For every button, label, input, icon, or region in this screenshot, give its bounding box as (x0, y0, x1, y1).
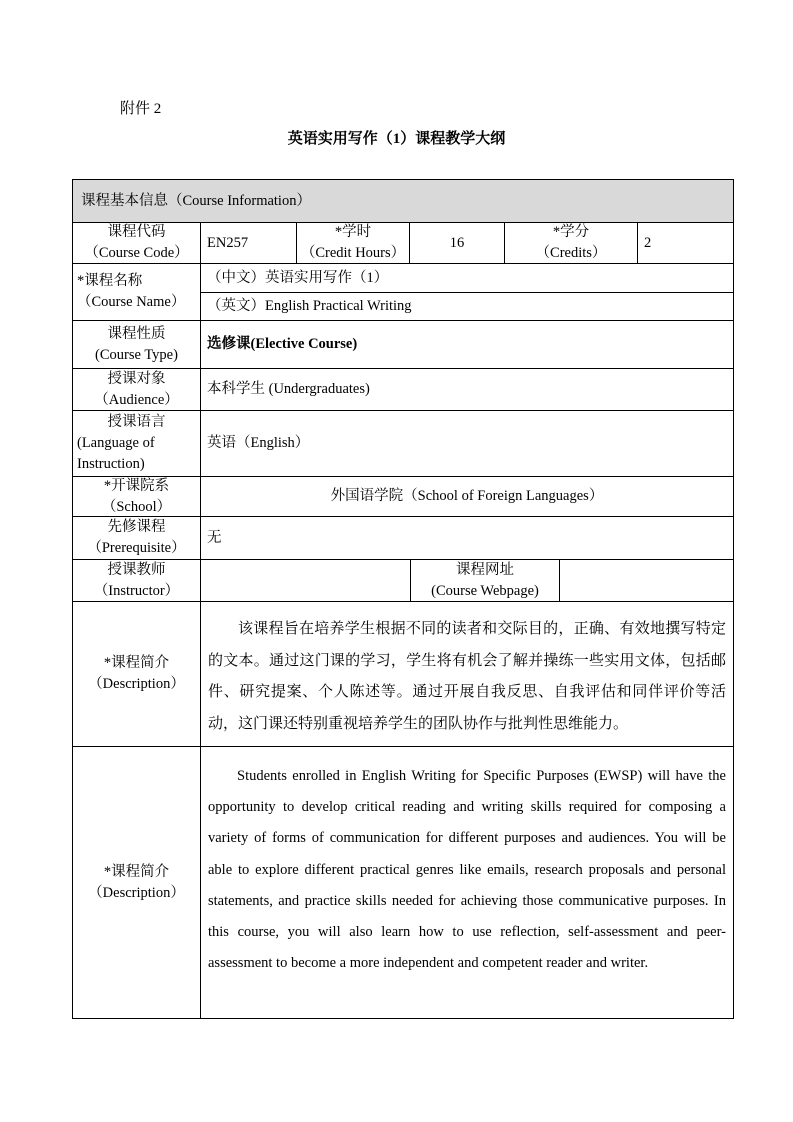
webpage-label (410, 559, 560, 602)
course-type-label (72, 320, 201, 369)
description-en-label-en: （Description） (88, 884, 185, 901)
school-label (72, 476, 201, 517)
document-title: 英语实用写作（1）课程教学大纲 (287, 131, 506, 147)
course-code-label-zh: 课程代码 (107, 224, 166, 240)
language-label-zh: 授课语言 (107, 414, 166, 430)
credits-value: 2 (637, 222, 734, 264)
course-info-table (72, 179, 734, 1019)
school-label-en: （School） (101, 498, 172, 515)
hours-label-en: （Credit Hours） (300, 245, 406, 261)
section-header: 课程基本信息（Course Information） (72, 179, 734, 223)
webpage-label-zh: 课程网址 (456, 561, 514, 578)
credits-label (504, 222, 638, 264)
instructor-label-zh: 授课教师 (107, 561, 166, 578)
course-name-label-en: （Course Name） (77, 294, 186, 310)
course-type-label-zh: 课程性质 (107, 325, 166, 342)
prerequisite-label-zh: 先修课程 (107, 519, 166, 535)
course-name-label (72, 263, 201, 321)
hours-label-zh: *学时 (334, 224, 372, 240)
description-zh-label-zh: *课程简介 (103, 655, 170, 671)
credits-label-en: （Credits） (535, 245, 607, 261)
hours-label (296, 222, 410, 264)
course-type-value: 选修课(Elective Course) (200, 320, 734, 369)
instructor-label-en: （Instructor） (93, 582, 180, 599)
attachment-label: 附件 2 (120, 101, 162, 117)
webpage-value (559, 559, 734, 602)
language-value: 英语（English） (200, 410, 734, 477)
credits-label-zh: *学分 (552, 224, 590, 240)
hours-value: 16 (409, 222, 505, 264)
description-en-label (72, 746, 201, 1019)
audience-label-en: （Audience） (94, 391, 179, 408)
school-value: 外国语学院（School of Foreign Languages） (200, 476, 734, 517)
instructor-label (72, 559, 201, 602)
audience-label (72, 368, 201, 411)
audience-value: 本科学生 (Undergraduates) (200, 368, 734, 411)
school-label-zh: *开课院系 (103, 477, 170, 494)
course-name-zh-value: （中文）英语实用写作（1） (200, 263, 734, 293)
language-label-en-2: Instruction) (77, 456, 145, 472)
description-zh-text: 该课程旨在培养学生根据不同的读者和交际目的，正确、有效地撰写特定的文本。通过这门课的学习，学生将有机会了解并操练一些实用文体，包括邮件、研究提案、个人陈述等。通过开展自我反思、自我评估和同伴评价等活动，这门课还特别重视培养学生的团队协作与批判性思维能力。 (200, 601, 734, 747)
description-zh-label (72, 601, 201, 747)
prerequisite-label-en: （Prerequisite） (87, 540, 186, 556)
description-en-text: Students enrolled in English Writing for Specific Purposes (EWSP) will have the opportunity to develop critical reading and writing skills required for composing a variety of forms of communication for different purposes and audiences. You will be able to explore different practical genres like emails, research proposals and personal statements, and practice skills needed for achieving those communicative purposes. In this course, you will also learn how to use reflection, self-assessment and peer-assessment to become a more independent and competent reader and writer. (200, 746, 734, 1019)
course-code-label (72, 222, 201, 264)
language-label-en-1: (Language of (77, 435, 155, 451)
webpage-label-en: (Course Webpage) (431, 582, 539, 599)
prerequisite-value: 无 (200, 516, 734, 560)
audience-label-zh: 授课对象 (107, 370, 166, 387)
course-code-label-en: （Course Code） (84, 245, 189, 261)
instructor-value (200, 559, 411, 602)
language-label (72, 410, 201, 477)
course-type-label-en: (Course Type) (95, 346, 178, 363)
course-name-en-value: （英文）English Practical Writing (200, 292, 734, 321)
course-name-label-zh: *课程名称 (77, 273, 143, 289)
description-en-label-zh: *课程简介 (103, 863, 170, 880)
course-code-value: EN257 (200, 222, 297, 264)
prerequisite-label (72, 516, 201, 560)
description-zh-label-en: （Description） (88, 676, 185, 692)
